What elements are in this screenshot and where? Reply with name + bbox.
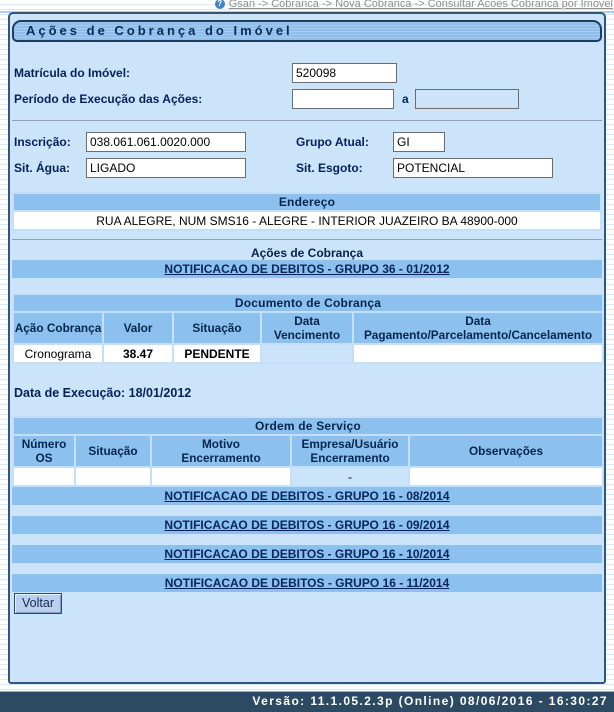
- matricula-row: [10, 63, 604, 83]
- sit-esgoto-input[interactable]: [393, 158, 553, 178]
- footer-version-bar: [0, 691, 614, 712]
- cell-valor: 38.47: [103, 344, 173, 363]
- sit-agua-input[interactable]: [86, 158, 246, 178]
- page-title: Ações de Cobrança do Imóvel: [12, 20, 602, 42]
- col-acao-cobranca: Ação Cobrança: [13, 312, 103, 344]
- periodo-row: [10, 89, 604, 109]
- link-notificacao-grupo16-082014[interactable]: NOTIFICACAO DE DEBITOS - GRUPO 16 - 08/2014: [164, 489, 450, 503]
- acoes-section-title: Ações de Cobrança: [250, 246, 364, 260]
- link-bar-grupo16-09: [12, 516, 602, 534]
- link-bar-grupo16-08: [12, 487, 602, 505]
- inscricao-row: [10, 132, 604, 152]
- matricula-input[interactable]: [292, 63, 397, 83]
- breadcrumb-links[interactable]: Gsan -> Cobranca -> Nova Cobranca -> Consultar Acoes Cobranca por Imovel: [228, 0, 613, 10]
- cell-situacao: PENDENTE: [173, 344, 261, 363]
- divider: [12, 239, 602, 240]
- link-notificacao-grupo16-102014[interactable]: NOTIFICACAO DE DEBITOS - GRUPO 16 - 10/2014: [164, 547, 450, 561]
- col-data-pagamento: Data Pagamento/Parcelamento/Cancelamento: [353, 312, 603, 344]
- os-row: [13, 467, 603, 486]
- cell-observacoes: [409, 467, 603, 486]
- periodo-to-input[interactable]: [415, 89, 519, 109]
- data-execucao-label: Data de Execução:: [14, 386, 126, 400]
- cell-data-pagamento: [353, 344, 603, 363]
- inscricao-input[interactable]: [86, 132, 246, 152]
- matricula-label: Matrícula do Imóvel:: [14, 66, 131, 80]
- situacao-row: [10, 158, 604, 178]
- col-observacoes: Observações: [409, 435, 603, 467]
- cell-data-vencimento: [261, 344, 353, 363]
- col-empresa-usuario: Empresa/Usuário Encerramento: [291, 435, 409, 467]
- main-panel: [8, 12, 606, 684]
- sit-esgoto-label: Sit. Esgoto:: [296, 161, 363, 175]
- periodo-label: Período de Execução das Ações:: [14, 92, 203, 106]
- endereco-table: [12, 192, 602, 231]
- version-text: Versão: 11.1.05.2.3p (Online) 08/06/2016 - 16:30:27: [252, 694, 608, 708]
- link-notificacao-grupo16-112014[interactable]: NOTIFICACAO DE DEBITOS - GRUPO 16 - 11/2014: [164, 576, 450, 590]
- os-table-title: Ordem de Serviço: [13, 417, 603, 435]
- col-valor: Valor: [103, 312, 173, 344]
- grupo-atual-label: Grupo Atual:: [296, 135, 369, 149]
- col-numero-os: Número OS: [13, 435, 75, 467]
- periodo-from-input[interactable]: [292, 89, 394, 109]
- col-motivo-encerramento: Motivo Encerramento: [151, 435, 291, 467]
- sit-agua-label: Sit. Água:: [14, 161, 70, 175]
- endereco-value: RUA ALEGRE, NUM SMS16 - ALEGRE - INTERIOR JUAZEIRO BA 48900-000: [13, 211, 601, 230]
- documento-table-title: Documento de Cobrança: [13, 294, 603, 312]
- breadcrumb: [215, 0, 614, 11]
- cell-numero-os: [13, 467, 75, 486]
- link-bar-grupo16-11: [12, 574, 602, 592]
- grupo-atual-input[interactable]: [393, 132, 445, 152]
- link-notificacao-grupo16-092014[interactable]: NOTIFICACAO DE DEBITOS - GRUPO 16 - 09/2014: [164, 518, 450, 532]
- col-data-vencimento: Data Vencimento: [261, 312, 353, 344]
- link-notificacao-grupo36-012012[interactable]: NOTIFICACAO DE DEBITOS - GRUPO 36 - 01/2012: [164, 262, 450, 276]
- link-bar-grupo16-10: [12, 545, 602, 563]
- ordem-servico-table: [12, 416, 604, 487]
- periodo-separator: a: [402, 92, 409, 106]
- link-bar-grupo36: [12, 260, 602, 278]
- inscricao-label: Inscrição:: [14, 135, 71, 149]
- help-icon[interactable]: ?: [215, 0, 225, 9]
- cell-empresa-usuario: -: [291, 467, 409, 486]
- data-execucao-value: 18/01/2012: [128, 386, 192, 400]
- col-os-situacao: Situação: [75, 435, 151, 467]
- divider: [12, 120, 602, 121]
- documento-cobranca-table: [12, 293, 604, 364]
- cell-acao: Cronograma: [13, 344, 103, 363]
- col-situacao: Situação: [173, 312, 261, 344]
- documento-row: [13, 344, 603, 363]
- endereco-header: Endereço: [13, 193, 601, 211]
- cell-os-situacao: [75, 467, 151, 486]
- voltar-button[interactable]: Voltar: [14, 593, 62, 614]
- cell-motivo: [151, 467, 291, 486]
- data-execucao: [10, 386, 604, 401]
